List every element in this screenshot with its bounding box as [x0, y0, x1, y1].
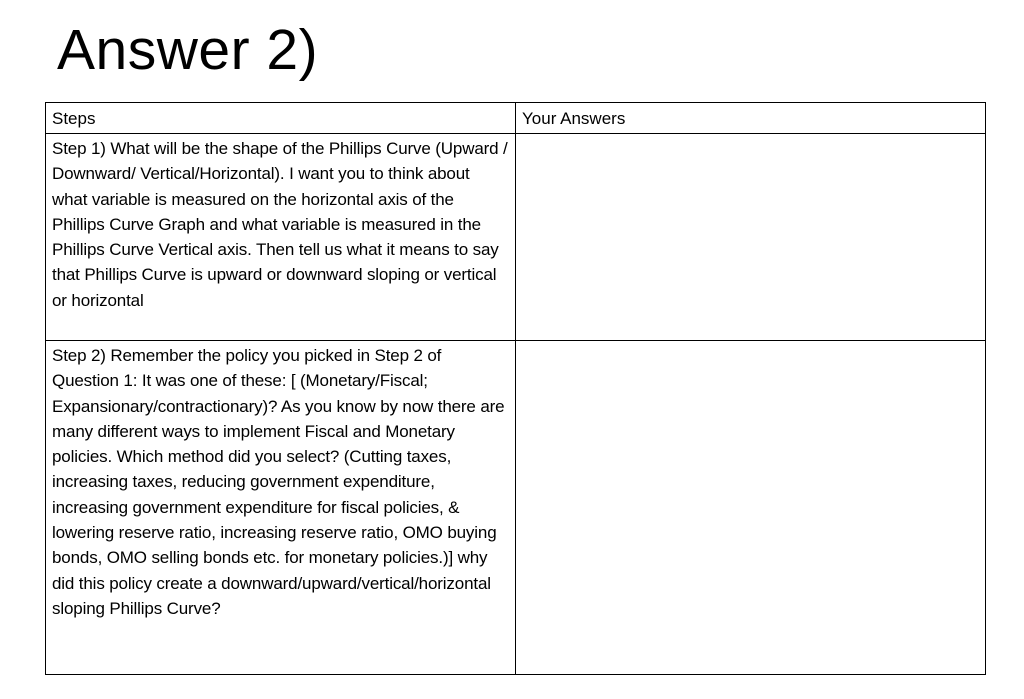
table-row: [46, 341, 986, 675]
table-header-row: [46, 103, 986, 134]
steps-column-header: Steps: [46, 103, 516, 134]
steps-answers-table: [45, 102, 986, 675]
step-1-answer-cell[interactable]: [516, 134, 986, 341]
step-1-prompt: Step 1) What will be the shape of the Phillips Curve (Upward / Downward/ Vertical/Horizontal). I want you to think about what variable is measured on the horizontal axis of the Phillips Curve Graph and what variable is measured in the Phillips Curve Vertical axis. Then tell us what it means to say that Phillips Curve is upward or downward sloping or vertical or horizontal: [46, 134, 516, 341]
step-2-prompt: Step 2) Remember the policy you picked in Step 2 of Question 1: It was one of these: [ (Monetary/Fiscal; Expansionary/contractionary)? As you know by now there are many different ways to implement Fiscal and Monetary policies. Which method did you select? (Cutting taxes, increasing taxes, reducing government expenditure, increasing government expenditure for fiscal policies, & lowering reserve ratio, increasing reserve ratio, OMO buying bonds, OMO selling bonds etc. for monetary policies.)] why did this policy create a downward/upward/vertical/horizontal sloping Phillips Curve?: [46, 341, 516, 675]
table-row: [46, 134, 986, 341]
page-title: Answer 2): [57, 18, 319, 82]
answers-column-header: Your Answers: [516, 103, 986, 134]
step-2-answer-cell[interactable]: [516, 341, 986, 675]
